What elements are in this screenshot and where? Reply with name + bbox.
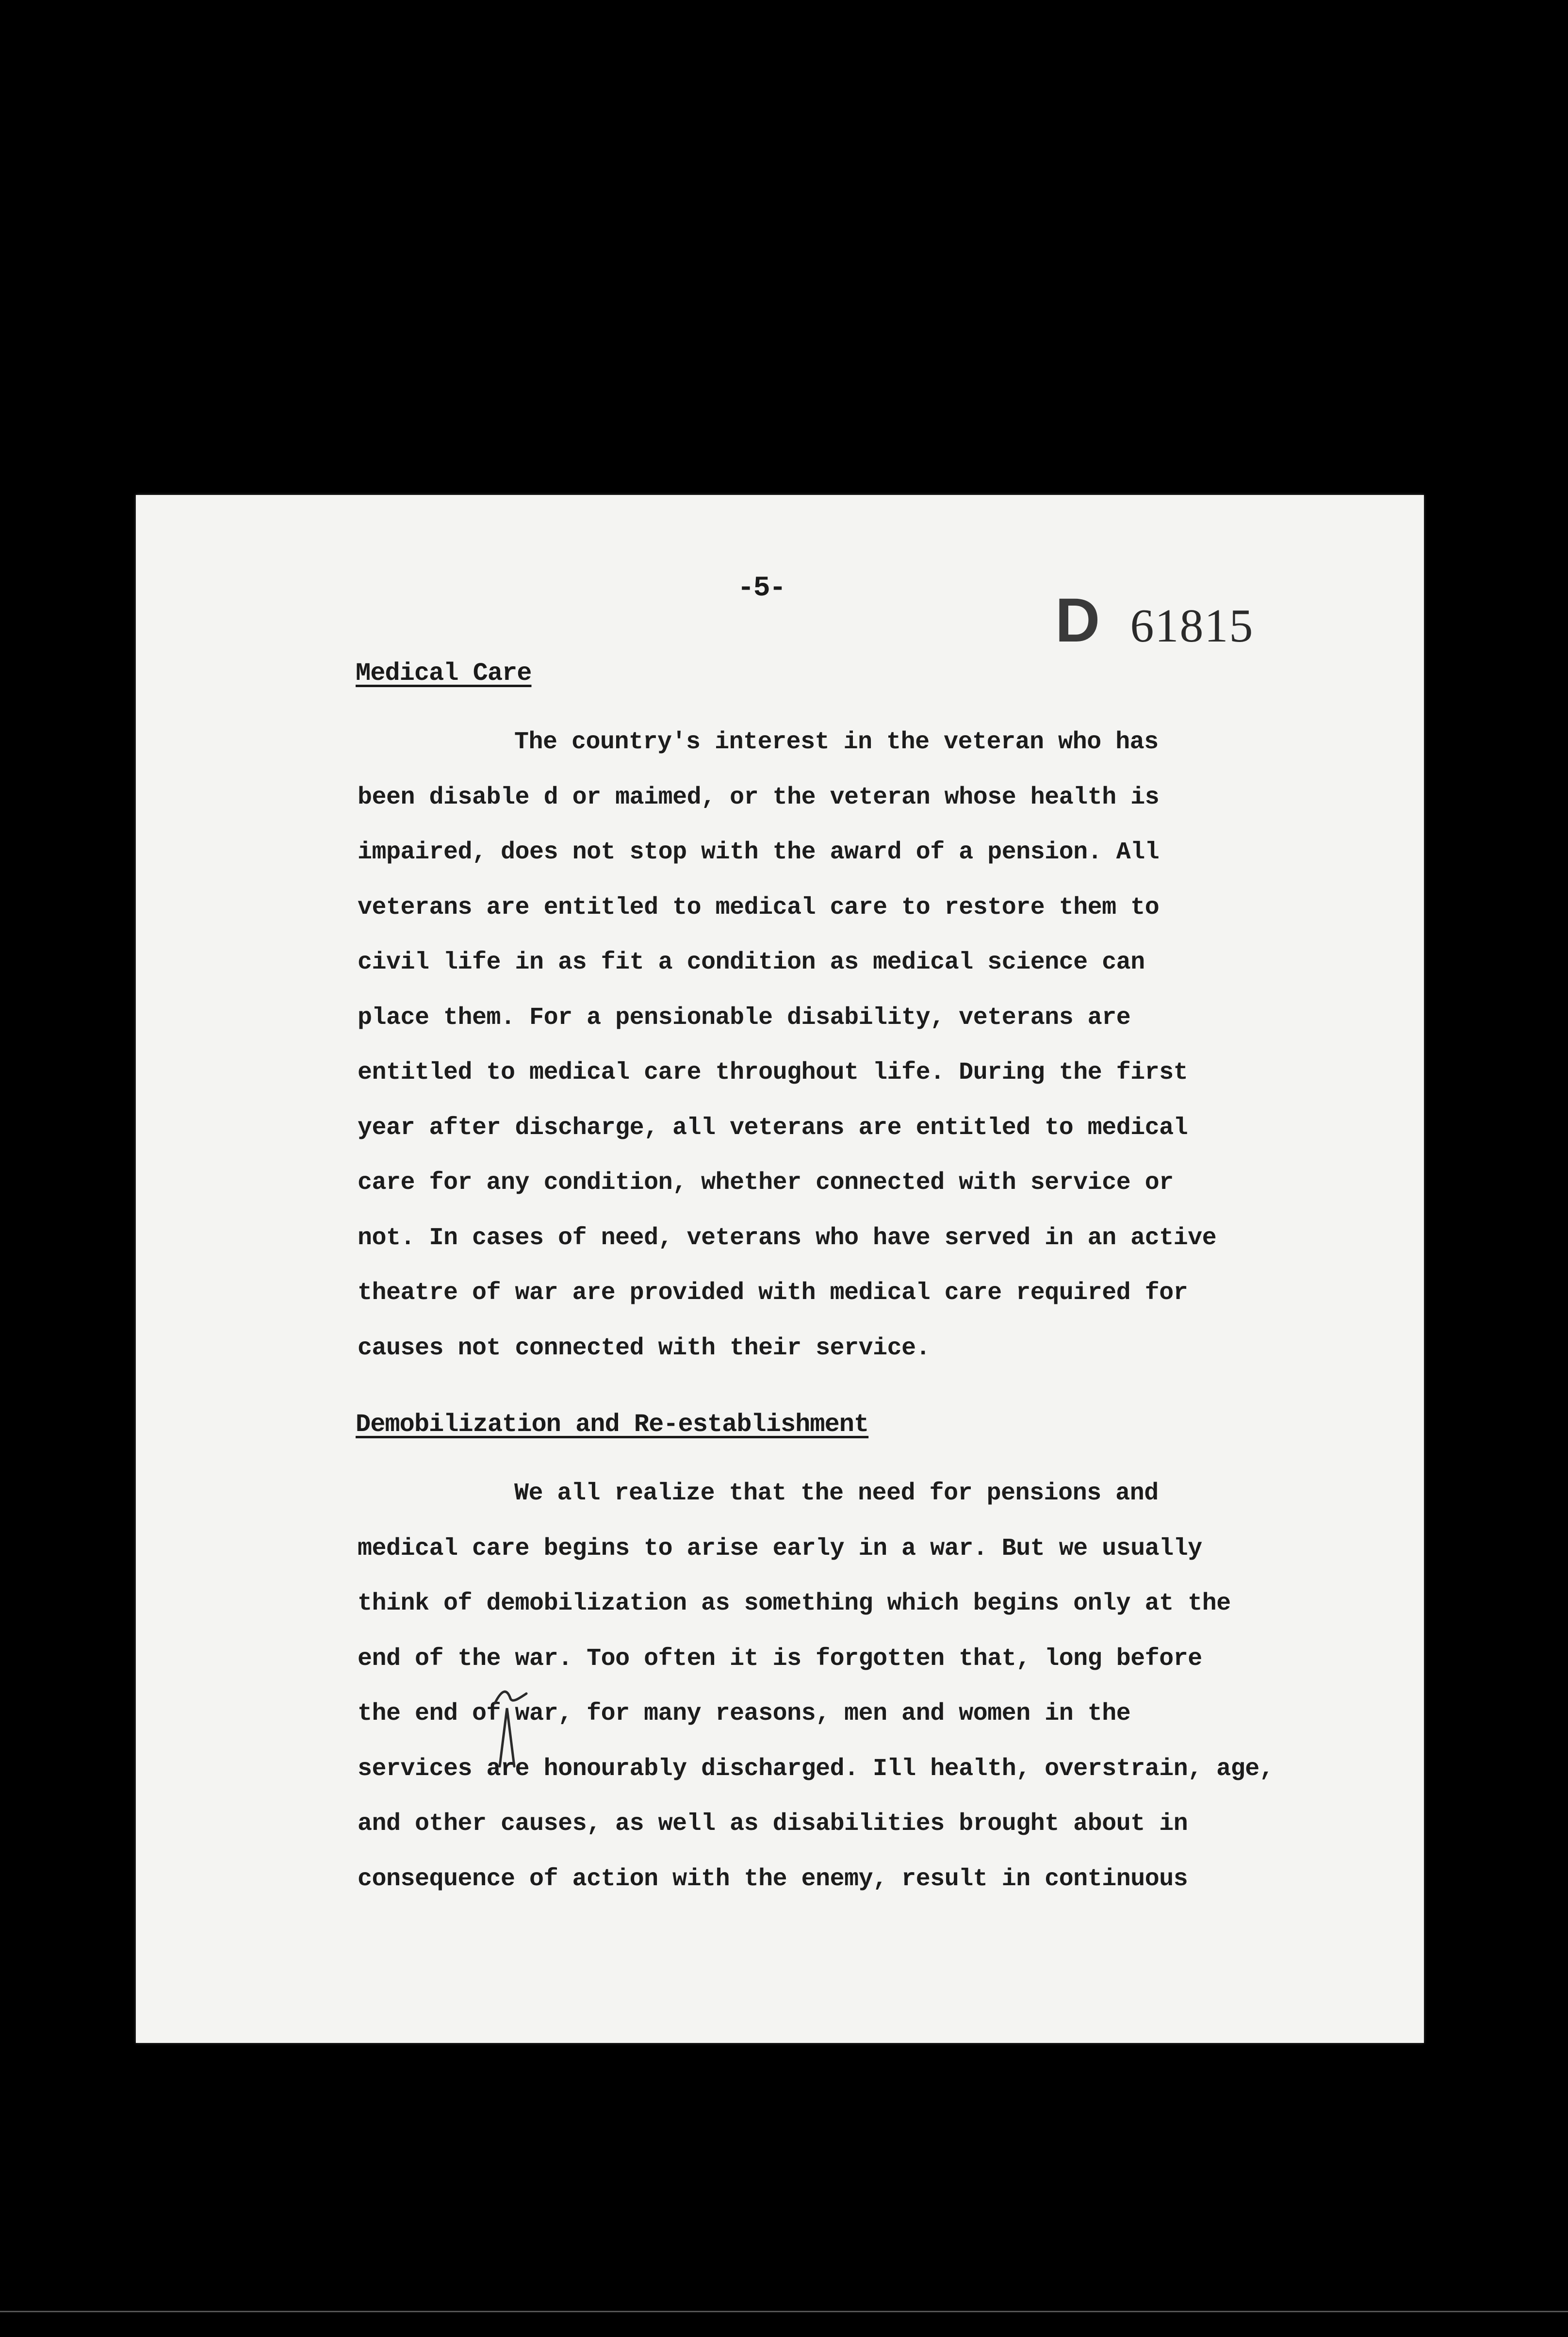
paragraph-line: the end of war, for many reasons, men and women in the: [358, 1700, 1131, 1728]
paragraph-line: consequence of action with the enemy, result in continuous: [358, 1865, 1188, 1893]
handwritten-insertion-mark: [480, 1684, 529, 1771]
paragraph-line: place them. For a pensionable disability, veterans are: [358, 1004, 1131, 1032]
paragraph-line: end of the war. Too often it is forgotten that, long before: [358, 1645, 1202, 1673]
page-number: -5-: [737, 573, 785, 604]
section-heading-medical-care: Medical Care: [356, 659, 532, 688]
paragraph-line: been disable d or maimed, or the veteran whose health is: [358, 783, 1160, 811]
paragraph-line: entitled to medical care throughout life. During the first: [358, 1059, 1188, 1086]
stamp-number: 61815: [1130, 600, 1254, 652]
paragraph-line: not. In cases of need, veterans who have served in an active: [358, 1224, 1217, 1252]
scan-edge-line: [0, 2311, 1568, 2312]
paragraph-line: The country's interest in the veteran who has: [514, 728, 1159, 756]
paragraph-line: theatre of war are provided with medical care required for: [358, 1279, 1188, 1307]
paragraph-line: think of demobilization as something which begins only at the: [358, 1590, 1231, 1617]
paragraph-line: medical care begins to arise early in a war. But we usually: [358, 1534, 1202, 1563]
paragraph-line: services are honourably discharged. Ill health, overstrain, age,: [358, 1755, 1274, 1783]
paragraph-line: We all realize that the need for pensions and: [514, 1480, 1159, 1507]
paragraph-line: care for any condition, whether connected with service or: [358, 1169, 1174, 1197]
section-heading-demobilization: Demobilization and Re-establishment: [356, 1410, 869, 1439]
paragraph-line: impaired, does not stop with the award of a pension. All: [358, 839, 1160, 866]
document-stamp: [1055, 585, 1254, 656]
stamp-letter: D: [1055, 586, 1100, 655]
paragraph-line: veterans are entitled to medical care to restore them to: [358, 893, 1160, 922]
paragraph-line: civil life in as fit a condition as medical science can: [358, 949, 1145, 976]
paragraph-line: year after discharge, all veterans are entitled to medical: [358, 1114, 1188, 1142]
paragraph-line: causes not connected with their service.: [358, 1334, 931, 1362]
paragraph-line: and other causes, as well as disabilities brought about in: [358, 1810, 1188, 1838]
section-body-medical-care: [358, 715, 1439, 1376]
